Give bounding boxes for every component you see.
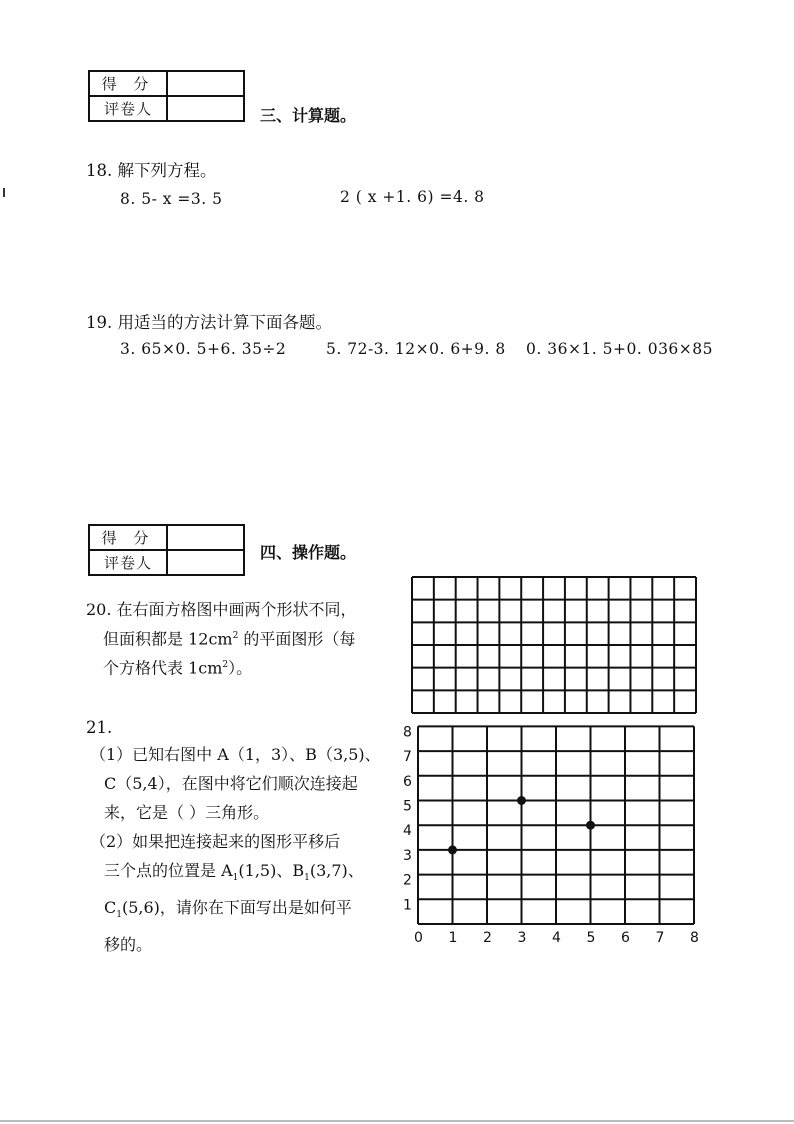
q21-p2-line-2: 三个点的位置是 $A_1(1,5)$、$B_1(3,7)$、 xyxy=(104,861,364,884)
y-axis-tick-label: 3 xyxy=(403,847,412,864)
q19-title: 19. 用适当的方法计算下面各题。 xyxy=(86,313,332,332)
y-axis-tick-label: 1 xyxy=(403,897,412,914)
scan-edge-mark xyxy=(3,188,5,197)
grader-label: 评卷人 xyxy=(89,550,167,575)
section-4-title: 四、操作题。 xyxy=(260,543,357,562)
x-axis-tick-label: 7 xyxy=(655,930,665,946)
q21-p1-line-2: C（5,4），在图中将它们顺次连接起 xyxy=(104,774,358,793)
y-axis-tick-label: 2 xyxy=(403,872,412,889)
q19-expression-2: 5. 72-3. 12×0. 6+9. 8 xyxy=(326,340,506,358)
q18-equation-2: 2 ( x +1. 6) =4. 8 xyxy=(340,188,485,206)
x-axis-tick-label: 2 xyxy=(483,930,492,946)
section-3-title: 三、计算题。 xyxy=(260,106,357,125)
q20-square-grid[interactable] xyxy=(408,574,700,716)
q21-p2-line-4: 移的。 xyxy=(104,935,153,955)
y-axis-tick-label: 6 xyxy=(403,773,412,790)
x-axis-tick-label: 5 xyxy=(586,930,596,946)
q18-equation-1: 8. 5- x =3. 5 xyxy=(120,190,223,208)
x-axis-tick-label: 4 xyxy=(552,930,561,946)
x-axis-tick-label: 1 xyxy=(448,930,458,946)
score-cell[interactable] xyxy=(167,71,244,96)
coord-point xyxy=(517,796,526,805)
grader-cell[interactable] xyxy=(167,550,244,575)
score-label: 得 分 xyxy=(89,71,167,96)
grader-cell[interactable] xyxy=(167,96,244,121)
page-bottom-rule xyxy=(0,1120,794,1122)
x-axis-tick-label: 0 xyxy=(414,930,423,946)
q20-text xyxy=(86,596,357,682)
q21-p2-line-3: $C_1(5,6)$，请你在下面写出是如何平 xyxy=(104,898,352,921)
score-cell[interactable] xyxy=(167,525,244,550)
score-box-section-4 xyxy=(88,524,245,576)
q21-text xyxy=(90,740,381,959)
score-box-section-3 xyxy=(88,70,245,122)
q19-expression-3: 0. 36×1. 5+0. 036×85 xyxy=(526,340,714,358)
q20-line-3: 个方格代表 $1cm^2$）。 xyxy=(103,658,253,678)
x-axis-tick-label: 3 xyxy=(517,930,527,946)
q18-title: 18. 解下列方程。 xyxy=(86,161,217,180)
q21-p1-line-3: 来，它是（ ）三角形。 xyxy=(104,803,270,822)
grader-label: 评卷人 xyxy=(89,96,167,121)
y-axis-tick-label: 8 xyxy=(403,724,412,741)
score-label: 得 分 xyxy=(89,525,167,550)
q20-line-1: 20. 在右面方格图中画两个形状不同， xyxy=(86,600,357,619)
y-axis-tick-label: 4 xyxy=(403,823,412,840)
coord-point xyxy=(586,821,595,830)
q21-p1-line-1: （1）已知右图中 A（1，3）、B（3,5)、 xyxy=(90,745,381,764)
x-axis-tick-label: 6 xyxy=(621,930,630,946)
q21-p2-line-1: （2）如果把连接起来的图形平移后 xyxy=(90,832,341,851)
coord-point xyxy=(448,845,457,854)
y-axis-tick-label: 5 xyxy=(403,798,412,815)
x-axis-tick-label: 8 xyxy=(690,930,699,946)
q20-line-2: 但面积都是 $12cm^2$ 的平面图形（每 xyxy=(103,629,356,649)
q19-expression-1: 3. 65×0. 5+6. 35÷2 xyxy=(120,340,287,358)
y-axis-tick-label: 7 xyxy=(403,749,412,766)
q21-number: 21. xyxy=(86,718,113,737)
q21-coordinate-grid[interactable] xyxy=(400,722,710,952)
